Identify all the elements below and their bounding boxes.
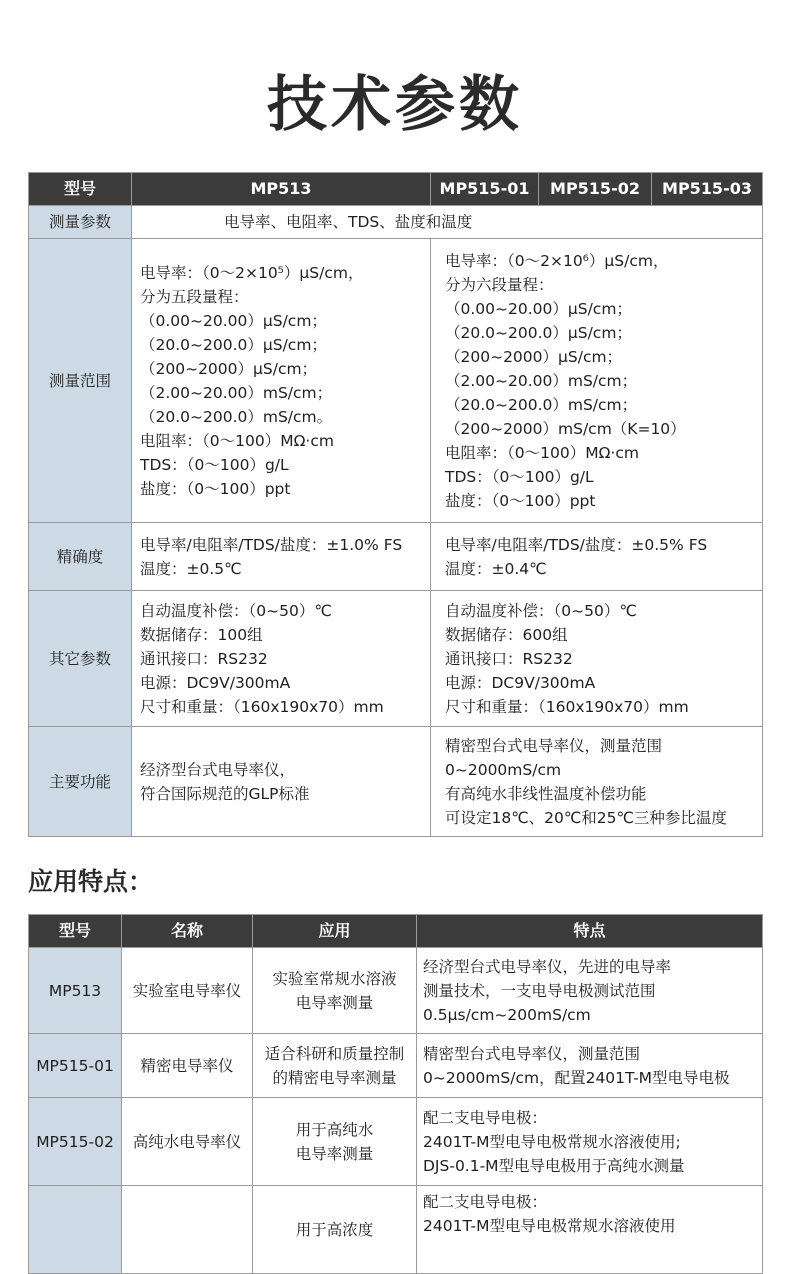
row-measure-params (29, 206, 763, 239)
header-mp515-02: MP515-02 (539, 173, 652, 206)
text-line: 电导率/电阻率/TDS/盐度：±0.5% FS (445, 535, 708, 554)
text-line: （200~2000）mS/cm（K=10） (445, 419, 686, 438)
header-features: 特点 (417, 915, 763, 948)
text-line: 配二支电导电极： (423, 1193, 548, 1211)
range-mp513 (132, 239, 431, 523)
text-line: （200~2000）μS/cm； (140, 359, 318, 378)
text-line: 自动温度补偿：（0~50）℃ (445, 601, 637, 620)
table-row (29, 1098, 763, 1186)
text-line: DJS-0.1-M型电导电极用于高纯水测量 (423, 1156, 685, 1175)
row-label: 测量参数 (29, 206, 132, 239)
table-row (29, 1034, 763, 1098)
tech-spec-table (28, 172, 763, 837)
text-line: 有高纯水非线性温度补偿功能 (445, 784, 647, 803)
text-line: 电源：DC9V/300mA (445, 673, 596, 692)
text-line: （20.0~200.0）μS/cm； (445, 323, 632, 342)
text-line: 电导率测量 (295, 993, 374, 1012)
text-line: 电导率：（0～2×10⁶）μS/cm， (445, 251, 669, 270)
use-cell (253, 948, 417, 1034)
text-line: 温度：±0.5℃ (140, 559, 242, 578)
text-line: （0.00~20.00）μS/cm； (445, 299, 632, 318)
text-line: 经济型台式电导率仪，先进的电导率 (423, 957, 672, 976)
other-mp515 (431, 591, 763, 727)
name-cell: 精密电导率仪 (122, 1034, 253, 1098)
table-row (29, 1186, 763, 1274)
row-label: 其它参数 (29, 591, 132, 727)
table-row (29, 948, 763, 1034)
text-line: 电导率测量 (295, 1144, 374, 1163)
name-cell: 实验室电导率仪 (122, 948, 253, 1034)
text-line: （20.0~200.0）mS/cm。 (140, 407, 333, 426)
header-model: 型号 (29, 915, 122, 948)
feature-cell (417, 1098, 763, 1186)
section-title-applications: 应用特点： (28, 867, 154, 896)
row-main-functions (29, 727, 763, 837)
row-accuracy (29, 523, 763, 591)
text-line: 测量技术，一支电导电极测试范围 (423, 981, 656, 1000)
text-line: 电导率：（0～2×10⁵）μS/cm， (140, 263, 364, 282)
apps-header-row (29, 915, 763, 948)
text-line: 盐度：（0～100）ppt (445, 491, 596, 510)
text-line: 适合科研和质量控制 (264, 1044, 405, 1063)
model-cell (29, 1186, 122, 1274)
text-line: 0~2000mS/cm (445, 760, 562, 779)
text-line: 通讯接口：RS232 (445, 649, 573, 668)
row-label: 主要功能 (29, 727, 132, 837)
applications-table (28, 914, 763, 1274)
text-line: 用于高纯水 (295, 1120, 374, 1139)
text-line: 实验室常规水溶液 (272, 969, 397, 988)
use-cell (253, 1186, 417, 1274)
header-model: 型号 (29, 173, 132, 206)
feature-cell (417, 948, 763, 1034)
text-line: 电导率/电阻率/TDS/盐度：±1.0% FS (140, 535, 403, 554)
text-line: 符合国际规范的GLP标准 (140, 784, 310, 803)
functions-mp515 (431, 727, 763, 837)
row-other-params (29, 591, 763, 727)
text-line: 配二支电导电极： (423, 1108, 548, 1127)
text-line: 温度：±0.4℃ (445, 559, 547, 578)
text-line: 的精密电导率测量 (272, 1068, 397, 1087)
text-line: 数据储存：600组 (445, 625, 568, 644)
header-name: 名称 (122, 915, 253, 948)
text-line: TDS：（0～100）g/L (140, 455, 289, 474)
page-title: 技术参数 (267, 70, 523, 140)
header-application: 应用 (253, 915, 417, 948)
text-line: 分为六段量程： (445, 275, 554, 294)
accuracy-mp513 (132, 523, 431, 591)
text-line: 分为五段量程： (140, 287, 249, 306)
model-cell: MP515-01 (29, 1034, 122, 1098)
text-line: TDS：（0～100）g/L (445, 467, 594, 486)
text-line: （20.0~200.0）μS/cm； (140, 335, 327, 354)
text-line: 用于高浓度 (295, 1220, 374, 1239)
text-line: 电源：DC9V/300mA (140, 673, 291, 692)
text-line: （0.00~20.00）μS/cm； (140, 311, 327, 330)
header-mp515-03: MP515-03 (652, 173, 763, 206)
text-line: （2.00~20.00）mS/cm； (140, 383, 333, 402)
model-cell: MP515-02 (29, 1098, 122, 1186)
other-mp513 (132, 591, 431, 727)
tech-header-row (29, 173, 763, 206)
name-cell (122, 1186, 253, 1274)
text-line: 电阻率：（0～100）MΩ·cm (445, 443, 639, 462)
feature-cell (417, 1186, 763, 1274)
text-line: 精密型台式电导率仪，测量范围 (445, 736, 663, 755)
text-line: 2401T-M型电导电极常规水溶液使用 (423, 1217, 676, 1235)
accuracy-mp515 (431, 523, 763, 591)
text-line: （200~2000）μS/cm； (445, 347, 623, 366)
row-label: 测量范围 (29, 239, 132, 523)
range-mp515 (431, 239, 763, 523)
functions-mp513 (132, 727, 431, 837)
use-cell (253, 1034, 417, 1098)
header-mp515-01: MP515-01 (431, 173, 539, 206)
text-line: 尺寸和重量：（160x190x70）mm (140, 697, 384, 716)
text-line: 通讯接口：RS232 (140, 649, 268, 668)
text-line: 尺寸和重量：（160x190x70）mm (445, 697, 689, 716)
text-line: 数据储存：100组 (140, 625, 263, 644)
model-cell: MP513 (29, 948, 122, 1034)
text-line: 2401T-M型电导电极常规水溶液使用; (423, 1132, 681, 1151)
text-line: 经济型台式电导率仪， (140, 760, 296, 779)
text-line: 盐度：（0～100）ppt (140, 479, 291, 498)
text-line: 自动温度补偿：（0~50）℃ (140, 601, 332, 620)
text-line: 精密型台式电导率仪，测量范围 (423, 1044, 641, 1063)
text-line: 0.5μs/cm~200mS/cm (423, 1005, 591, 1024)
use-cell (253, 1098, 417, 1186)
row-label: 精确度 (29, 523, 132, 591)
row-measure-range (29, 239, 763, 523)
text-line: （2.00~20.00）mS/cm； (445, 371, 638, 390)
measure-params-value: 电导率、电阻率、TDS、盐度和温度 (132, 206, 763, 239)
feature-cell (417, 1034, 763, 1098)
text-line: 可设定18℃、20℃和25℃三种参比温度 (445, 808, 727, 827)
header-mp513: MP513 (132, 173, 431, 206)
text-line: 电阻率：（0～100）MΩ·cm (140, 431, 334, 450)
text-line: 0~2000mS/cm，配置2401T-M型电导电极 (423, 1068, 730, 1087)
name-cell: 高纯水电导率仪 (122, 1098, 253, 1186)
text-line: （20.0~200.0）mS/cm； (445, 395, 638, 414)
